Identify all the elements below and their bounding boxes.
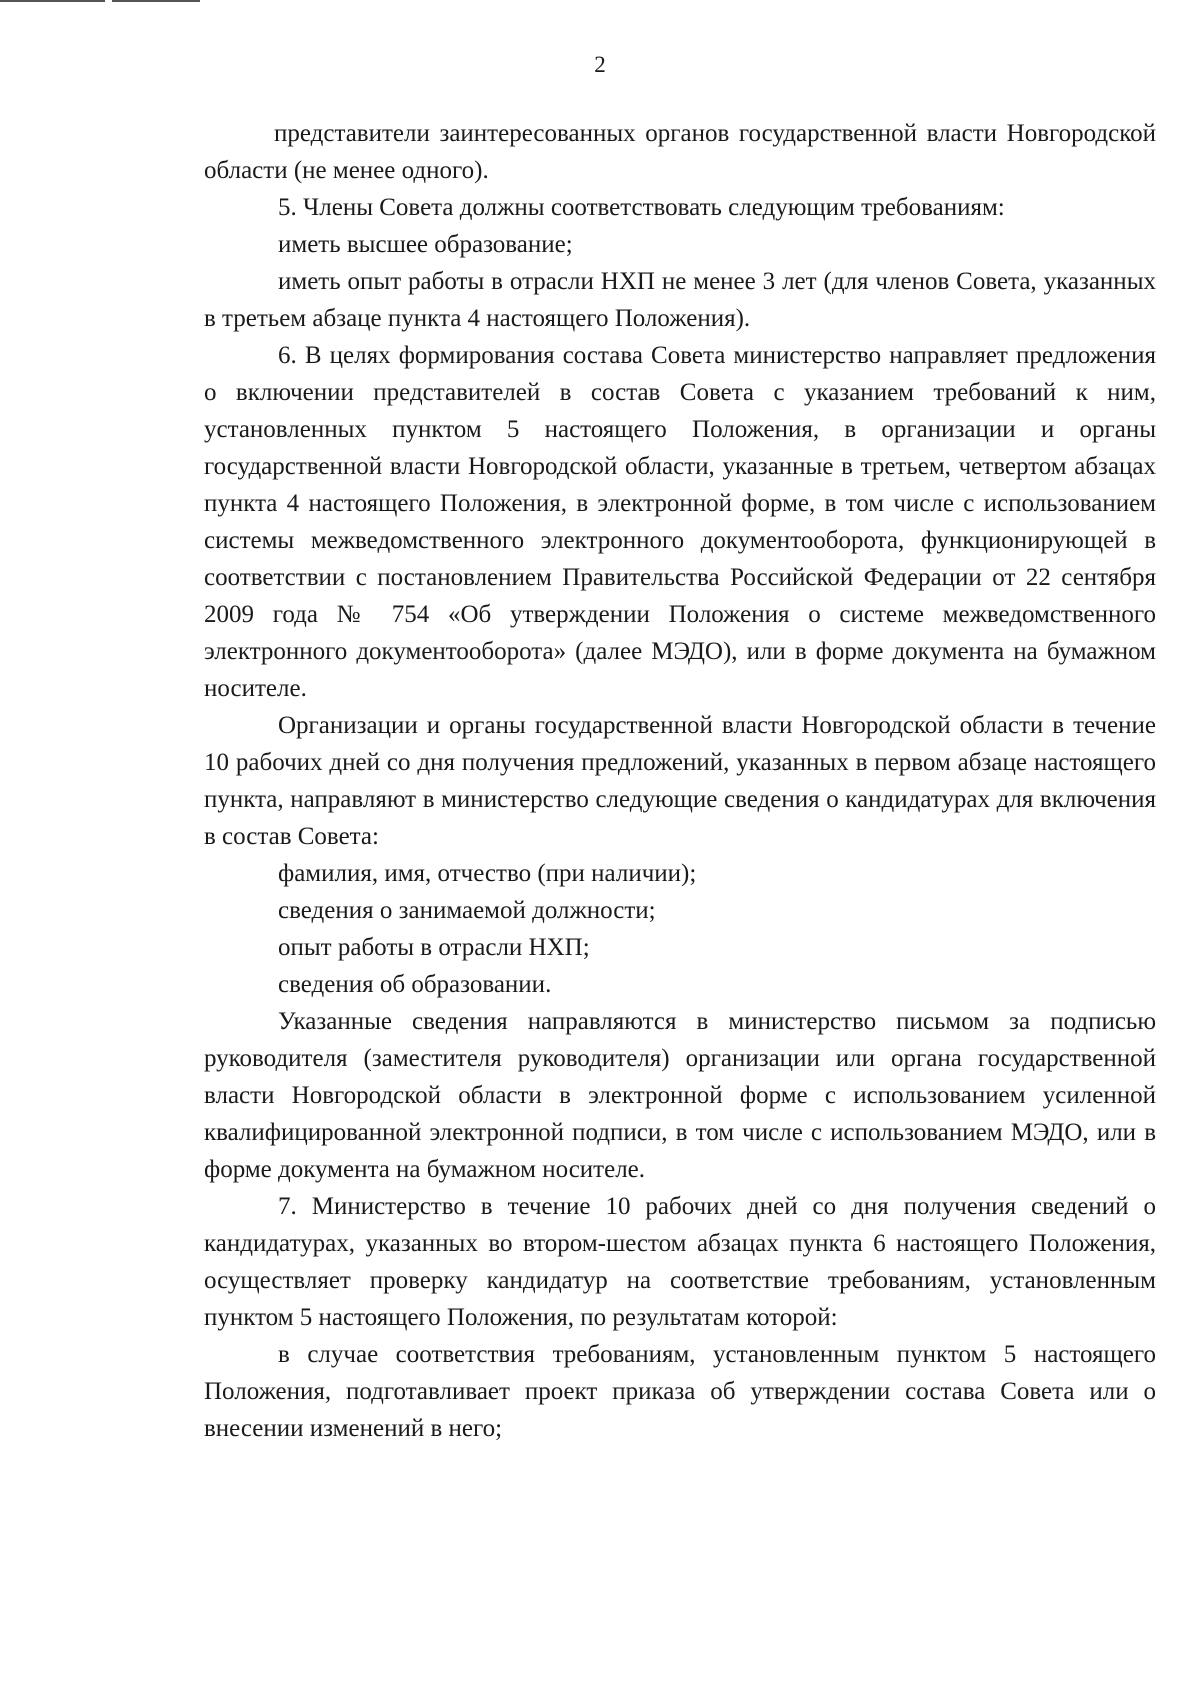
paragraph-position: сведения о занимаемой должности; [278, 897, 656, 924]
paragraph-work-experience: иметь опыт работы в отрасли НХП не менее 3 лет (для членов Совета, указанных в третьем абзаце пункта 4 настоящего Положения). [204, 268, 1156, 332]
paragraph-experience: опыт работы в отрасли НХП; [278, 934, 590, 961]
paragraph-education: сведения об образовании. [278, 971, 552, 998]
paragraph-organizations-response: Организации и органы государственной власти Новгородской области в течение 10 рабочих дней со дня получения предложений, указанных в первом абзаце настоящего пункта, направляют в министерство следующие сведения о кандидатурах для включения в состав Совета: [204, 712, 1156, 850]
paragraph-submission: Указанные сведения направляются в министерство письмом за подписью руководителя (заместителя руководителя) организации или органа государственной власти Новгородской области в электронной форме с использованием усиленной квалифицированной электронной подписи, в том числе с использованием МЭДО, или в форме документа на бумажном носителе. [204, 1008, 1156, 1183]
scan-edge-mark [112, 0, 200, 2]
paragraph-higher-education: иметь высшее образование; [278, 231, 573, 258]
document-body [204, 115, 1156, 1447]
paragraph-compliance-case: в случае соответствия требованиям, установленным пунктом 5 настоящего Положения, подготавливает проект приказа об утверждении состава Совета или о внесении изменений в него; [204, 1341, 1156, 1442]
paragraph-5-requirements: 5. Члены Совета должны соответствовать следующим требованиям: [278, 194, 1005, 221]
page-number: 2 [594, 52, 606, 77]
paragraph-full-name: фамилия, имя, отчество (при наличии); [278, 860, 697, 887]
paragraph-6-composition: 6. В целях формирования состава Совета министерство направляет предложения о включении представителей в состав Совета с указанием требований к ним, установленных пунктом 5 настоящего Положения, в организации и органы государственной власти Новгородской области, указанные в третьем, четвертом абзацах пункта 4 настоящего Положения, в электронной форме, в том числе с использованием системы межведомственного электронного документооборота, функционирующей в соответствии с постановлением Правительства Российской Федерации от 22 сентября 2009 года № 754 «Об утверждении Положения о системе межведомственного электронного документооборота» (далее МЭДО), или в форме документа на бумажном носителе. [204, 342, 1156, 702]
scan-edge-mark [0, 0, 105, 2]
paragraph-7-verification: 7. Министерство в течение 10 рабочих дней со дня получения сведений о кандидатурах, указанных во втором-шестом абзацах пункта 6 настоящего Положения, осуществляет проверку кандидатур на соответствие требованиям, установленным пунктом 5 настоящего Положения, по результатам которой: [204, 1193, 1156, 1331]
paragraph-representatives: представители заинтересованных органов государственной власти Новгородской области (не менее одного). [204, 120, 1156, 184]
